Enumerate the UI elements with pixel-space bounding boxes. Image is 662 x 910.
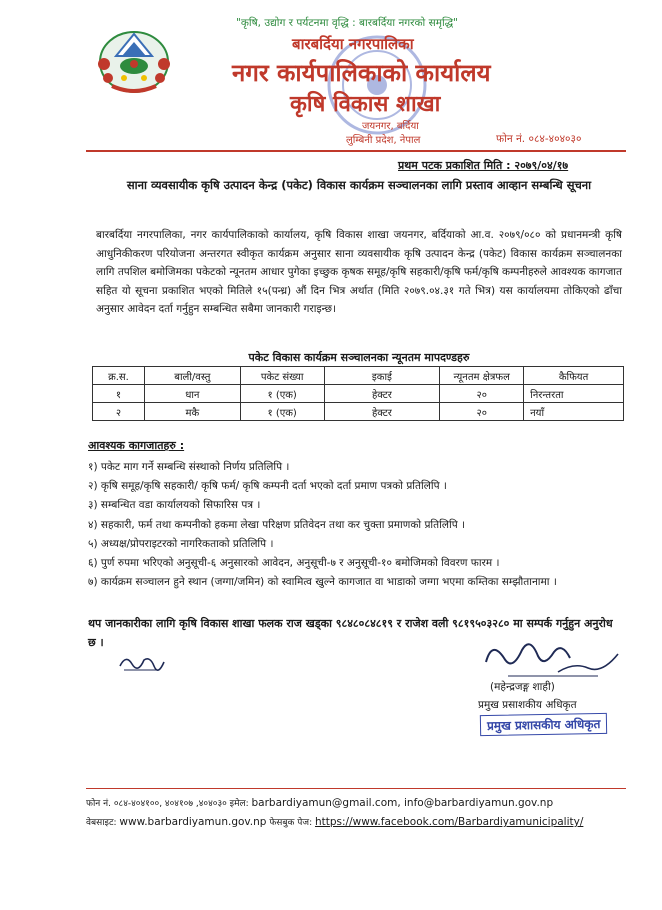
table-cell: २० [440,385,524,403]
documents-heading: आवश्यक कागजातहरु : [88,439,185,452]
footer-website-label: वेबसाइट: [86,818,117,828]
list-item: १) पकेट माग गर्ने सम्बन्धि संस्थाको निर्णय प्रतिलिपि । [88,461,290,473]
footer-divider [86,788,626,789]
list-item: ७) कार्यक्रम सञ्चालन हुने स्थान (जग्गा/जमिन) को स्वामित्व खुल्ने कागजात वा भाडाको जग्गा भएमा कम्तिका सम्झौतानामा । [88,576,557,589]
section-name: कृषि विकास शाखा [290,92,441,117]
documents-list [88,458,628,592]
footer-emails[interactable]: barbardiyamun@gmail.com, info@barbardiyamun.gov.np [251,797,554,809]
table-cell: १ (एक) [240,385,324,403]
table-header-cell: कैफियत [524,367,624,385]
table-row [93,403,624,421]
footer-phone: फोन नं. ०८४-४०४१००, ४०४१०७ ,४०४०३० इमेल: [86,799,249,809]
footer [86,794,626,832]
header-phone: फोन नं. ०८४-४०४०३० [496,133,582,145]
footer-website-link[interactable]: www.barbardiyamun.gov.np [119,816,267,828]
table-header-cell: पकेट संख्या [240,367,324,385]
address-line-1: जयनगर, बर्दिया [362,121,419,132]
address-line-2: लुम्बिनी प्रदेश, नेपाल [346,135,421,146]
table-cell: हेक्टर [324,403,440,421]
contact-note: थप जानकारीका लागि कृषि विकास शाखा फलक राज खड्का ९८४८०८४८१९ र राजेश वली ९८१९५०३२८० मा सम्पर्क गर्नुहुन अनुरोध छ । [88,617,613,649]
footer-line-1 [86,794,626,813]
table-cell: १ [93,385,145,403]
notice-body: बारबर्दिया नगरपालिका, नगर कार्यपालिकाको कार्यालय, कृषि विकास शाखा जयनगर, बर्दियाको आ.व. २०७९/०८० को प्रधानमन्त्री कृषि आधुनिकीकरण परियोजना अन्तरगत स्वीकृत कार्यक्रम अनुसार साना व्यवसायीक कृषि उत्पादन केन्द्र (पकेट) विकास कार्यक्रम सञ्चालनका लागि तपशिल बमोजिमका पकेटको न्यूनतम आधार पुगेका इच्छुक कृषक समूह/कृषि सहकारी/कृषि फर्म/कृषि कम्पनीहरुले आवश्यक कागजात सहित यो सूचना प्रकाशित भएको मितिले १५(पन्ध्र) औं दिन भित्र अर्थात (मिति २०७९.०४.३१ गते भित्र) यस कार्यालयमा तोकिएको ढाँचा अनुसार आवेदन दर्ता गर्नुहुन सम्बन्धित सबैमा जानकारी गराइन्छ। [96,229,622,315]
table-header-cell: बाली/वस्तु [144,367,240,385]
table-cell: नयाँ [524,403,624,421]
header-divider [86,150,626,152]
published-date: प्रथम पटक प्रकाशित मिति : २०७९/०४/१७ [398,159,569,172]
table-cell: २० [440,403,524,421]
table-cell: मकै [144,403,240,421]
table-cell: हेक्टर [324,385,440,403]
list-item: २) कृषि समूह/कृषि सहकारी/ कृषि फर्म/ कृषि कम्पनी दर्ता भएको दर्ता प्रमाण पत्रको प्रतिलिपि । [88,480,447,493]
list-item: ३) सम्बन्धित वडा कार्यालयको सिफारिस पत्र । [88,499,261,512]
criteria-table-title: पकेट विकास कार्यक्रम सञ्चालनका न्यूनतम मापदण्डहरु [248,351,470,364]
table-cell: निरन्तरता [524,385,624,403]
table-cell: २ [93,403,145,421]
designation-stamp: प्रमुख प्रशासकीय अधिकृत [480,713,608,736]
list-item: ५) अध्यक्ष/प्रोपराइटरको नागरिकताको प्रतिलिपि । [88,537,274,550]
office-name: नगर कार्यपालिकाको कार्यालय [232,59,491,87]
footer-facebook-link[interactable]: https://www.facebook.com/Barbardiyamunicipality/ [314,816,584,828]
nepal-emblem-icon [94,22,174,96]
table-header-row [93,367,624,385]
criteria-table [92,366,624,421]
footer-line-2 [86,813,626,832]
initial-signature-icon [118,650,166,674]
table-header-cell: क्र.स. [93,367,145,385]
table-header-cell: इकाई [324,367,440,385]
footer-facebook-label: फेसबुक पेज: [269,818,313,828]
table-cell: १ (एक) [240,403,324,421]
signatory-title: प्रमुख प्रसाशकीय अधिकृत [478,699,577,711]
table-row [93,385,624,403]
notice-subject: साना व्यवसायीक कृषि उत्पादन केन्द्र (पकेट) विकास कार्यक्रम सञ्चालनका लागि प्रस्ताव आव्हान सम्बन्धि सूचना [126,178,592,192]
signatory-name: (महेन्द्रजङ्ग शाही) [490,681,555,693]
table-header-cell: न्यूनतम क्षेत्रफल [440,367,524,385]
municipality-name: बारबर्दिया नगरपालिका [292,35,414,53]
header-tagline: "कृषि, उद्योग र पर्यटनमा वृद्धि : बारबर्दिया नगरको समृद्धि" [236,17,458,29]
list-item: ४) सहकारी, फर्म तथा कम्पनीको हकमा लेखा परिक्षण प्रतिवेदन तथा कर चुक्ता प्रमाणको प्रतिलिपि । [88,518,465,531]
signature-icon [478,632,626,684]
list-item: ६) पुर्ण रुपमा भरिएको अनुसूची-६ अनुसारको आवेदन, अनुसूची-७ र अनुसूची-१० बमोजिमको विवरण फारम । [88,557,500,570]
table-cell: धान [144,385,240,403]
